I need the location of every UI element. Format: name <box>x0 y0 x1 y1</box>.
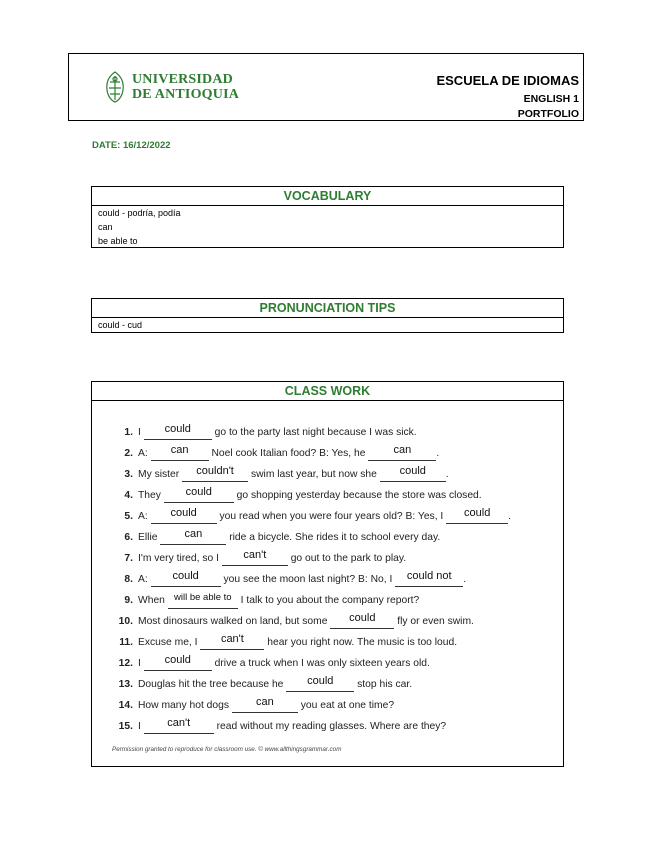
exercise-item <box>118 549 407 566</box>
logo-line-1: UNIVERSIDAD <box>132 72 233 87</box>
portfolio-label: PORTFOLIO <box>517 108 579 120</box>
exercise-number: 11. <box>119 637 133 648</box>
exercise-item <box>118 423 417 440</box>
answer-blank[interactable] <box>286 675 354 692</box>
answer-text: could <box>185 486 212 498</box>
answer-text: could not <box>406 570 452 582</box>
answer-blank[interactable] <box>380 465 446 482</box>
exercise-number: 13. <box>118 679 133 690</box>
pronunciation-section <box>91 298 564 333</box>
date-label: DATE: <box>92 140 121 151</box>
exercise-text: Excuse me, I <box>138 637 198 648</box>
exercise-text: I <box>138 427 141 438</box>
exercise-text: ride a bicycle. She rides it to school every day. <box>229 532 441 543</box>
answer-text: can <box>184 528 203 540</box>
exercise-text: Noel cook Italian food? B: Yes, he <box>211 448 366 459</box>
exercise-number: 4. <box>124 490 133 501</box>
exercise-text: fly or even swim. <box>397 616 474 627</box>
exercise-text: swim last year, but now she <box>250 469 377 480</box>
exercise-text: . <box>445 469 449 480</box>
date-value: 16/12/2022 <box>122 140 171 151</box>
exercise-text: When <box>138 595 165 606</box>
exercise-text: . <box>436 448 440 459</box>
answer-blank[interactable] <box>222 549 288 566</box>
school-name: ESCUELA DE IDIOMAS <box>436 73 579 88</box>
answer-blank[interactable] <box>330 612 394 629</box>
exercise-text: I <box>138 658 141 669</box>
answer-text: could <box>164 423 191 435</box>
exercise-text: A: <box>138 511 148 522</box>
answer-text: could <box>170 507 197 519</box>
exercise-number: 5. <box>124 511 133 522</box>
exercise-text: How many hot dogs <box>138 700 230 711</box>
vocabulary-item: could - podría, podía <box>98 208 181 218</box>
exercise-number: 7. <box>124 553 133 564</box>
exercise-text: They <box>138 490 161 501</box>
exercise-text: go shopping yesterday because the store was closed. <box>236 490 482 501</box>
exercise-item <box>118 717 447 734</box>
answer-text: can't <box>167 717 191 729</box>
answer-text: can <box>393 444 412 456</box>
answer-text: could <box>399 465 426 477</box>
exercise-item <box>118 528 441 545</box>
exercise-text: read without my reading glasses. Where are they? <box>216 721 447 732</box>
permission-note: Permission granted to reproduce for classroom use. © www.allthingsgrammar.com <box>112 746 342 753</box>
exercise-number: 6. <box>124 532 133 543</box>
answer-text: will be able to <box>174 592 232 603</box>
exercise-number: 1. <box>124 427 133 438</box>
answer-text: could <box>172 570 199 582</box>
answer-blank[interactable] <box>164 486 234 503</box>
answer-blank[interactable] <box>395 570 463 587</box>
exercise-item <box>118 633 458 650</box>
answer-blank[interactable] <box>151 570 221 587</box>
answer-blank[interactable] <box>151 444 209 461</box>
exercise-text: you see the moon last night? B: No, I <box>223 574 393 585</box>
exercise-item <box>118 654 430 671</box>
answer-text: couldn't <box>196 465 234 477</box>
exercise-text: My sister <box>138 469 180 480</box>
exercise-item <box>118 465 449 482</box>
exercise-number: 12. <box>118 658 133 669</box>
pronunciation-item: could - cud <box>98 320 143 330</box>
exercise-text: A: <box>138 448 148 459</box>
exercise-text: Ellie <box>138 532 158 543</box>
answer-blank[interactable] <box>144 717 214 734</box>
exercise-text: I'm very tired, so I <box>138 553 219 564</box>
exercise-text: A: <box>138 574 148 585</box>
answer-text: could <box>349 612 376 624</box>
answer-text: can't <box>243 549 267 561</box>
answer-blank[interactable] <box>151 507 217 524</box>
answer-blank[interactable] <box>182 465 248 482</box>
answer-text: can't <box>220 633 244 645</box>
logo-line-2: DE ANTIOQUIA <box>132 87 240 102</box>
exercise-text: Most dinosaurs walked on land, but some <box>138 616 328 627</box>
exercise-text: you eat at one time? <box>300 700 395 711</box>
exercise-item <box>118 592 420 609</box>
exercise-text: I <box>138 721 141 732</box>
answer-blank[interactable] <box>144 423 212 440</box>
exercise-text: I talk to you about the company report? <box>240 595 420 606</box>
vocabulary-item: be able to <box>98 236 138 246</box>
exercise-item <box>118 570 467 587</box>
date-line <box>92 140 171 151</box>
vocabulary-item: can <box>98 222 113 232</box>
exercise-text: go out to the park to play. <box>290 553 407 564</box>
exercise-text: . <box>463 574 467 585</box>
exercise-text: drive a truck when I was only sixteen years old. <box>214 658 430 669</box>
answer-blank[interactable] <box>160 528 226 545</box>
answer-blank[interactable] <box>368 444 436 461</box>
exercise-number: 2. <box>124 448 133 459</box>
exercise-text: . <box>508 511 512 522</box>
answer-blank[interactable] <box>446 507 508 524</box>
vocabulary-section <box>91 186 564 248</box>
answer-text: could <box>464 507 491 519</box>
vocabulary-title: VOCABULARY <box>92 187 563 206</box>
exercise-text: go to the party last night because I was sick. <box>214 427 417 438</box>
answer-blank[interactable] <box>200 633 264 650</box>
classwork-title: CLASS WORK <box>92 382 563 401</box>
answer-text: could <box>307 675 334 687</box>
exercise-number: 3. <box>124 469 133 480</box>
answer-blank[interactable] <box>232 696 298 713</box>
university-logo <box>103 70 243 106</box>
exercise-text: you read when you were four years old? B: Yes, I <box>219 511 444 522</box>
exercise-number: 10. <box>118 616 133 627</box>
exercise-item <box>118 612 474 629</box>
exercise-text: hear you right now. The music is too loud. <box>267 637 458 648</box>
exercise-item <box>118 675 413 692</box>
exercise-text: Douglas hit the tree because he <box>138 679 284 690</box>
exercise-item <box>118 486 482 503</box>
exercise-text: stop his car. <box>357 679 413 690</box>
course-name: ENGLISH 1 <box>523 93 579 105</box>
exercise-number: 14. <box>118 700 133 711</box>
answer-text: can <box>256 696 274 708</box>
exercise-item <box>118 696 395 713</box>
exercise-item <box>118 444 440 461</box>
exercise-number: 15. <box>118 721 133 732</box>
exercise-number: 9. <box>124 595 133 606</box>
pronunciation-title: PRONUNCIATION TIPS <box>92 299 563 318</box>
answer-blank[interactable] <box>144 654 212 671</box>
answer-text: could <box>164 654 191 666</box>
answer-text: can <box>170 444 189 456</box>
answer-blank[interactable] <box>168 592 238 609</box>
exercise-item <box>118 507 512 524</box>
exercise-number: 8. <box>124 574 133 585</box>
university-seal-icon <box>103 70 127 104</box>
